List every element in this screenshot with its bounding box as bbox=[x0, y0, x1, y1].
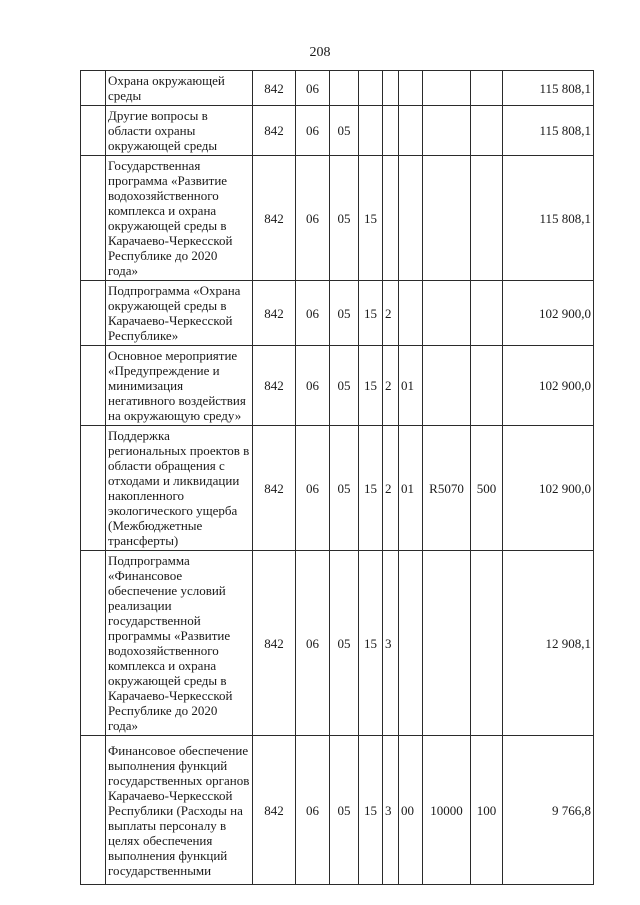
ved-code: 842 bbox=[253, 106, 296, 156]
blank-cell bbox=[81, 281, 106, 346]
table-row bbox=[81, 551, 594, 736]
event-code bbox=[399, 71, 423, 106]
rz-code: 06 bbox=[296, 71, 330, 106]
table-row bbox=[81, 736, 594, 885]
table-row bbox=[81, 426, 594, 551]
rz-code: 06 bbox=[296, 106, 330, 156]
pr-code: 05 bbox=[330, 551, 359, 736]
pr-code: 05 bbox=[330, 156, 359, 281]
ved-code: 842 bbox=[253, 281, 296, 346]
row-name: Основное мероприятие «Предупреждение и минимизация негативного воздействия на окружающую среду» bbox=[106, 346, 253, 426]
event-code bbox=[399, 156, 423, 281]
subprogram-code: 2 bbox=[383, 281, 399, 346]
ved-code: 842 bbox=[253, 426, 296, 551]
vr-code bbox=[471, 281, 503, 346]
program-code bbox=[359, 106, 383, 156]
row-name: Государственная программа «Развитие водохозяйственного комплекса и охрана окружающей среды в Карачаево-Черкесской Республике до 2020 года» bbox=[106, 156, 253, 281]
csr-code bbox=[423, 551, 471, 736]
subprogram-code bbox=[383, 156, 399, 281]
ved-code: 842 bbox=[253, 736, 296, 885]
program-code: 15 bbox=[359, 551, 383, 736]
program-code: 15 bbox=[359, 346, 383, 426]
ved-code: 842 bbox=[253, 71, 296, 106]
csr-code bbox=[423, 346, 471, 426]
vr-code bbox=[471, 551, 503, 736]
csr-code: 10000 bbox=[423, 736, 471, 885]
pr-code bbox=[330, 71, 359, 106]
vr-code bbox=[471, 156, 503, 281]
amount-cell: 102 900,0 bbox=[503, 281, 594, 346]
csr-code: R5070 bbox=[423, 426, 471, 551]
blank-cell bbox=[81, 71, 106, 106]
csr-code bbox=[423, 71, 471, 106]
rz-code: 06 bbox=[296, 346, 330, 426]
pr-code: 05 bbox=[330, 106, 359, 156]
vr-code: 100 bbox=[471, 736, 503, 885]
rz-code: 06 bbox=[296, 281, 330, 346]
event-code bbox=[399, 106, 423, 156]
page-number: 208 bbox=[309, 45, 331, 60]
vr-code bbox=[471, 106, 503, 156]
vr-code bbox=[471, 346, 503, 426]
table-row bbox=[81, 346, 594, 426]
event-code bbox=[399, 281, 423, 346]
program-code: 15 bbox=[359, 736, 383, 885]
pr-code: 05 bbox=[330, 426, 359, 551]
csr-code bbox=[423, 106, 471, 156]
table-row bbox=[81, 156, 594, 281]
subprogram-code: 3 bbox=[383, 551, 399, 736]
amount-cell: 9 766,8 bbox=[503, 736, 594, 885]
table-row bbox=[81, 281, 594, 346]
blank-cell bbox=[81, 426, 106, 551]
subprogram-code bbox=[383, 71, 399, 106]
event-code bbox=[399, 551, 423, 736]
blank-cell bbox=[81, 346, 106, 426]
row-name: Другие вопросы в области охраны окружающей среды bbox=[106, 106, 253, 156]
row-name: Охрана окружающей среды bbox=[106, 71, 253, 106]
row-name: Финансовое обеспечение выполнения функций государственных органов Карачаево-Черкесской Республики (Расходы на выплаты персоналу в целях обеспечения выполнения функций государственными bbox=[106, 736, 253, 885]
amount-cell: 102 900,0 bbox=[503, 346, 594, 426]
ved-code: 842 bbox=[253, 551, 296, 736]
amount-cell: 102 900,0 bbox=[503, 426, 594, 551]
program-code: 15 bbox=[359, 156, 383, 281]
table-row bbox=[81, 106, 594, 156]
budget-table bbox=[80, 70, 594, 885]
vr-code bbox=[471, 71, 503, 106]
program-code bbox=[359, 71, 383, 106]
pr-code: 05 bbox=[330, 736, 359, 885]
row-name: Поддержка региональных проектов в области обращения с отходами и ликвидации накопленного экологического ущерба (Межбюджетные трансферты) bbox=[106, 426, 253, 551]
event-code: 01 bbox=[399, 346, 423, 426]
rz-code: 06 bbox=[296, 156, 330, 281]
amount-cell: 115 808,1 bbox=[503, 156, 594, 281]
blank-cell bbox=[81, 156, 106, 281]
blank-cell bbox=[81, 551, 106, 736]
pr-code: 05 bbox=[330, 281, 359, 346]
blank-cell bbox=[81, 736, 106, 885]
program-code: 15 bbox=[359, 426, 383, 551]
amount-cell: 12 908,1 bbox=[503, 551, 594, 736]
rz-code: 06 bbox=[296, 551, 330, 736]
subprogram-code: 2 bbox=[383, 426, 399, 551]
vr-code: 500 bbox=[471, 426, 503, 551]
row-name: Подпрограмма «Финансовое обеспечение условий реализации государственной программы «Развитие водохозяйственного комплекса и охрана окружающей среды в Карачаево-Черкесской Республике до 2020 года» bbox=[106, 551, 253, 736]
program-code: 15 bbox=[359, 281, 383, 346]
ved-code: 842 bbox=[253, 156, 296, 281]
blank-cell bbox=[81, 106, 106, 156]
table-row bbox=[81, 71, 594, 106]
pr-code: 05 bbox=[330, 346, 359, 426]
row-name: Подпрограмма «Охрана окружающей среды в Карачаево-Черкесской Республике» bbox=[106, 281, 253, 346]
csr-code bbox=[423, 281, 471, 346]
event-code: 01 bbox=[399, 426, 423, 551]
subprogram-code: 3 bbox=[383, 736, 399, 885]
event-code: 00 bbox=[399, 736, 423, 885]
csr-code bbox=[423, 156, 471, 281]
subprogram-code: 2 bbox=[383, 346, 399, 426]
rz-code: 06 bbox=[296, 426, 330, 551]
amount-cell: 115 808,1 bbox=[503, 71, 594, 106]
subprogram-code bbox=[383, 106, 399, 156]
ved-code: 842 bbox=[253, 346, 296, 426]
rz-code: 06 bbox=[296, 736, 330, 885]
amount-cell: 115 808,1 bbox=[503, 106, 594, 156]
